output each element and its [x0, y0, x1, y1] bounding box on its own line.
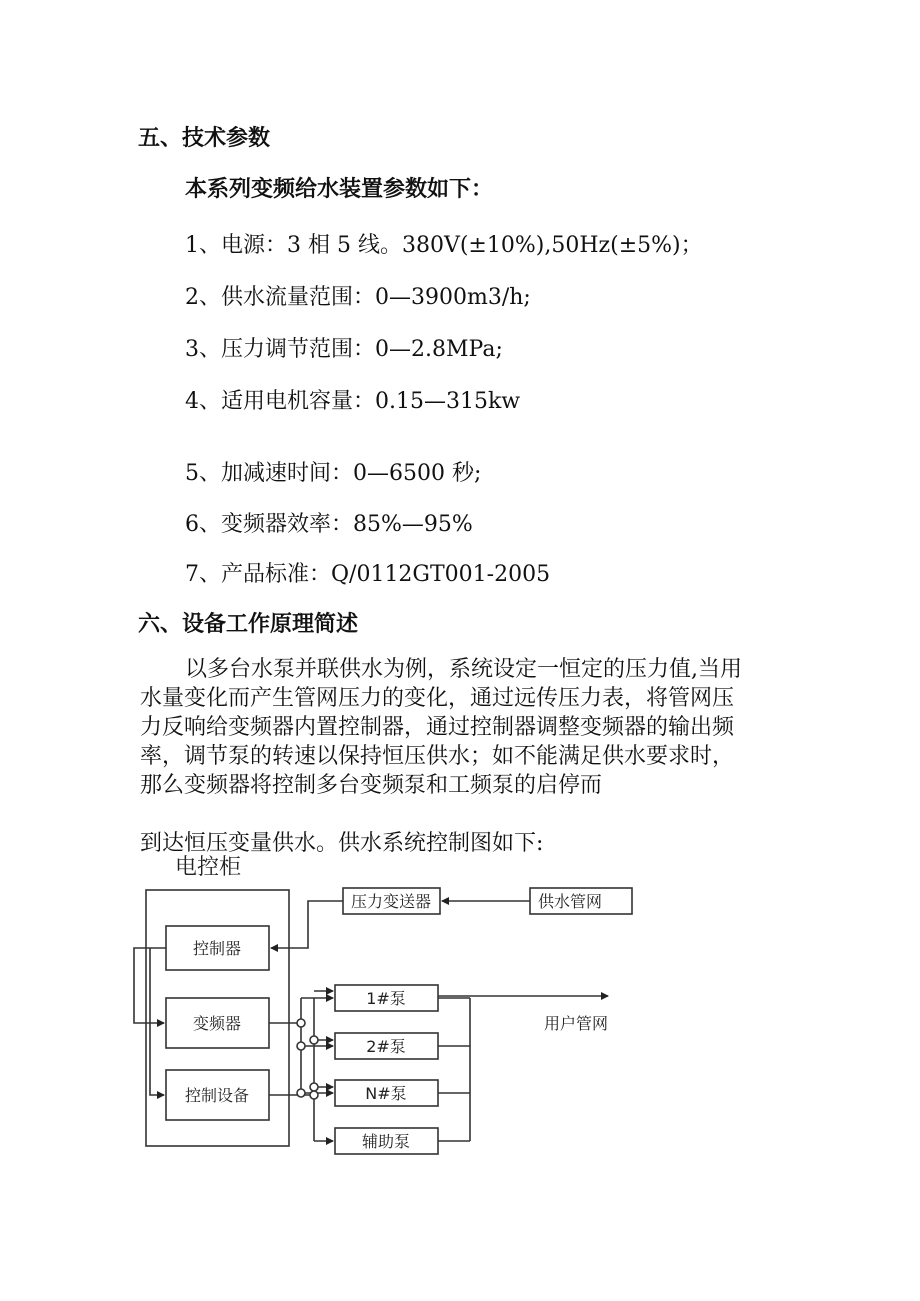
pump-n-label: N#泵 — [365, 1084, 407, 1103]
section-6-title: 六、设备工作原理简述 — [138, 612, 359, 637]
paragraph-line: 以多台水泵并联供水为例，系统设定一恒定的压力值,当用 — [185, 657, 742, 682]
pressure-transmitter-label: 压力变送器 — [350, 892, 432, 911]
arrow-transmitter-to-controller — [271, 901, 343, 948]
junction-node — [310, 1091, 318, 1099]
pump-2-label: 2#泵 — [366, 1037, 406, 1056]
paragraph-continuation: 到达恒压变量供水。供水系统控制图如下: — [140, 831, 544, 856]
paragraph-line: 那么变频器将控制多台变频泵和工频泵的启停而 — [140, 773, 603, 798]
param-item-pressure: 3、压力调节范围：0—2.8MPa; — [185, 337, 503, 362]
pump-1-label: 1#泵 — [366, 989, 406, 1008]
supply-network-label: 供水管网 — [537, 892, 603, 911]
arrow-controller-to-equipment — [150, 948, 164, 1095]
param-item-motor: 4、适用电机容量：0.15—315kw — [185, 389, 521, 414]
inverter-label: 变频器 — [192, 1014, 242, 1033]
param-item-power: 1、电源：3 相 5 线。380V(±10%),50Hz(±5%)； — [185, 233, 703, 258]
controller-label: 控制器 — [192, 939, 242, 958]
junction-node — [297, 1089, 305, 1097]
paragraph-line: 率，调节泵的转速以保持恒压供水；如不能满足供水要求时， — [140, 744, 735, 769]
section-5-title: 五、技术参数 — [138, 126, 271, 151]
junction-node — [310, 1036, 318, 1044]
principle-paragraph — [140, 655, 790, 800]
param-item-standard: 7、产品标准：Q/0112GT001-2005 — [185, 562, 551, 587]
paragraph-line: 力反响给变频器内置控制器，通过控制器调整变频器的输出频 — [140, 715, 735, 740]
user-network-label: 用户管网 — [543, 1014, 609, 1033]
junction-node — [310, 1083, 318, 1091]
section-5-intro: 本系列变频给水装置参数如下： — [185, 177, 494, 202]
water-supply-control-diagram — [120, 850, 650, 1155]
param-item-efficiency: 6、变频器效率：85%—95% — [185, 512, 473, 537]
aux-pump-label: 辅助泵 — [361, 1132, 411, 1151]
control-equipment-label: 控制设备 — [184, 1086, 250, 1105]
paragraph-line: 水量变化而产生管网压力的变化，通过远传压力表，将管网压 — [140, 686, 735, 711]
cabinet-label: 电控柜 — [174, 855, 242, 880]
junction-node — [297, 1019, 305, 1027]
param-item-accel: 5、加减速时间：0—6500 秒; — [185, 461, 482, 486]
junction-node — [297, 1042, 305, 1050]
param-item-flow: 2、供水流量范围：0—3900m3/h; — [185, 285, 531, 310]
